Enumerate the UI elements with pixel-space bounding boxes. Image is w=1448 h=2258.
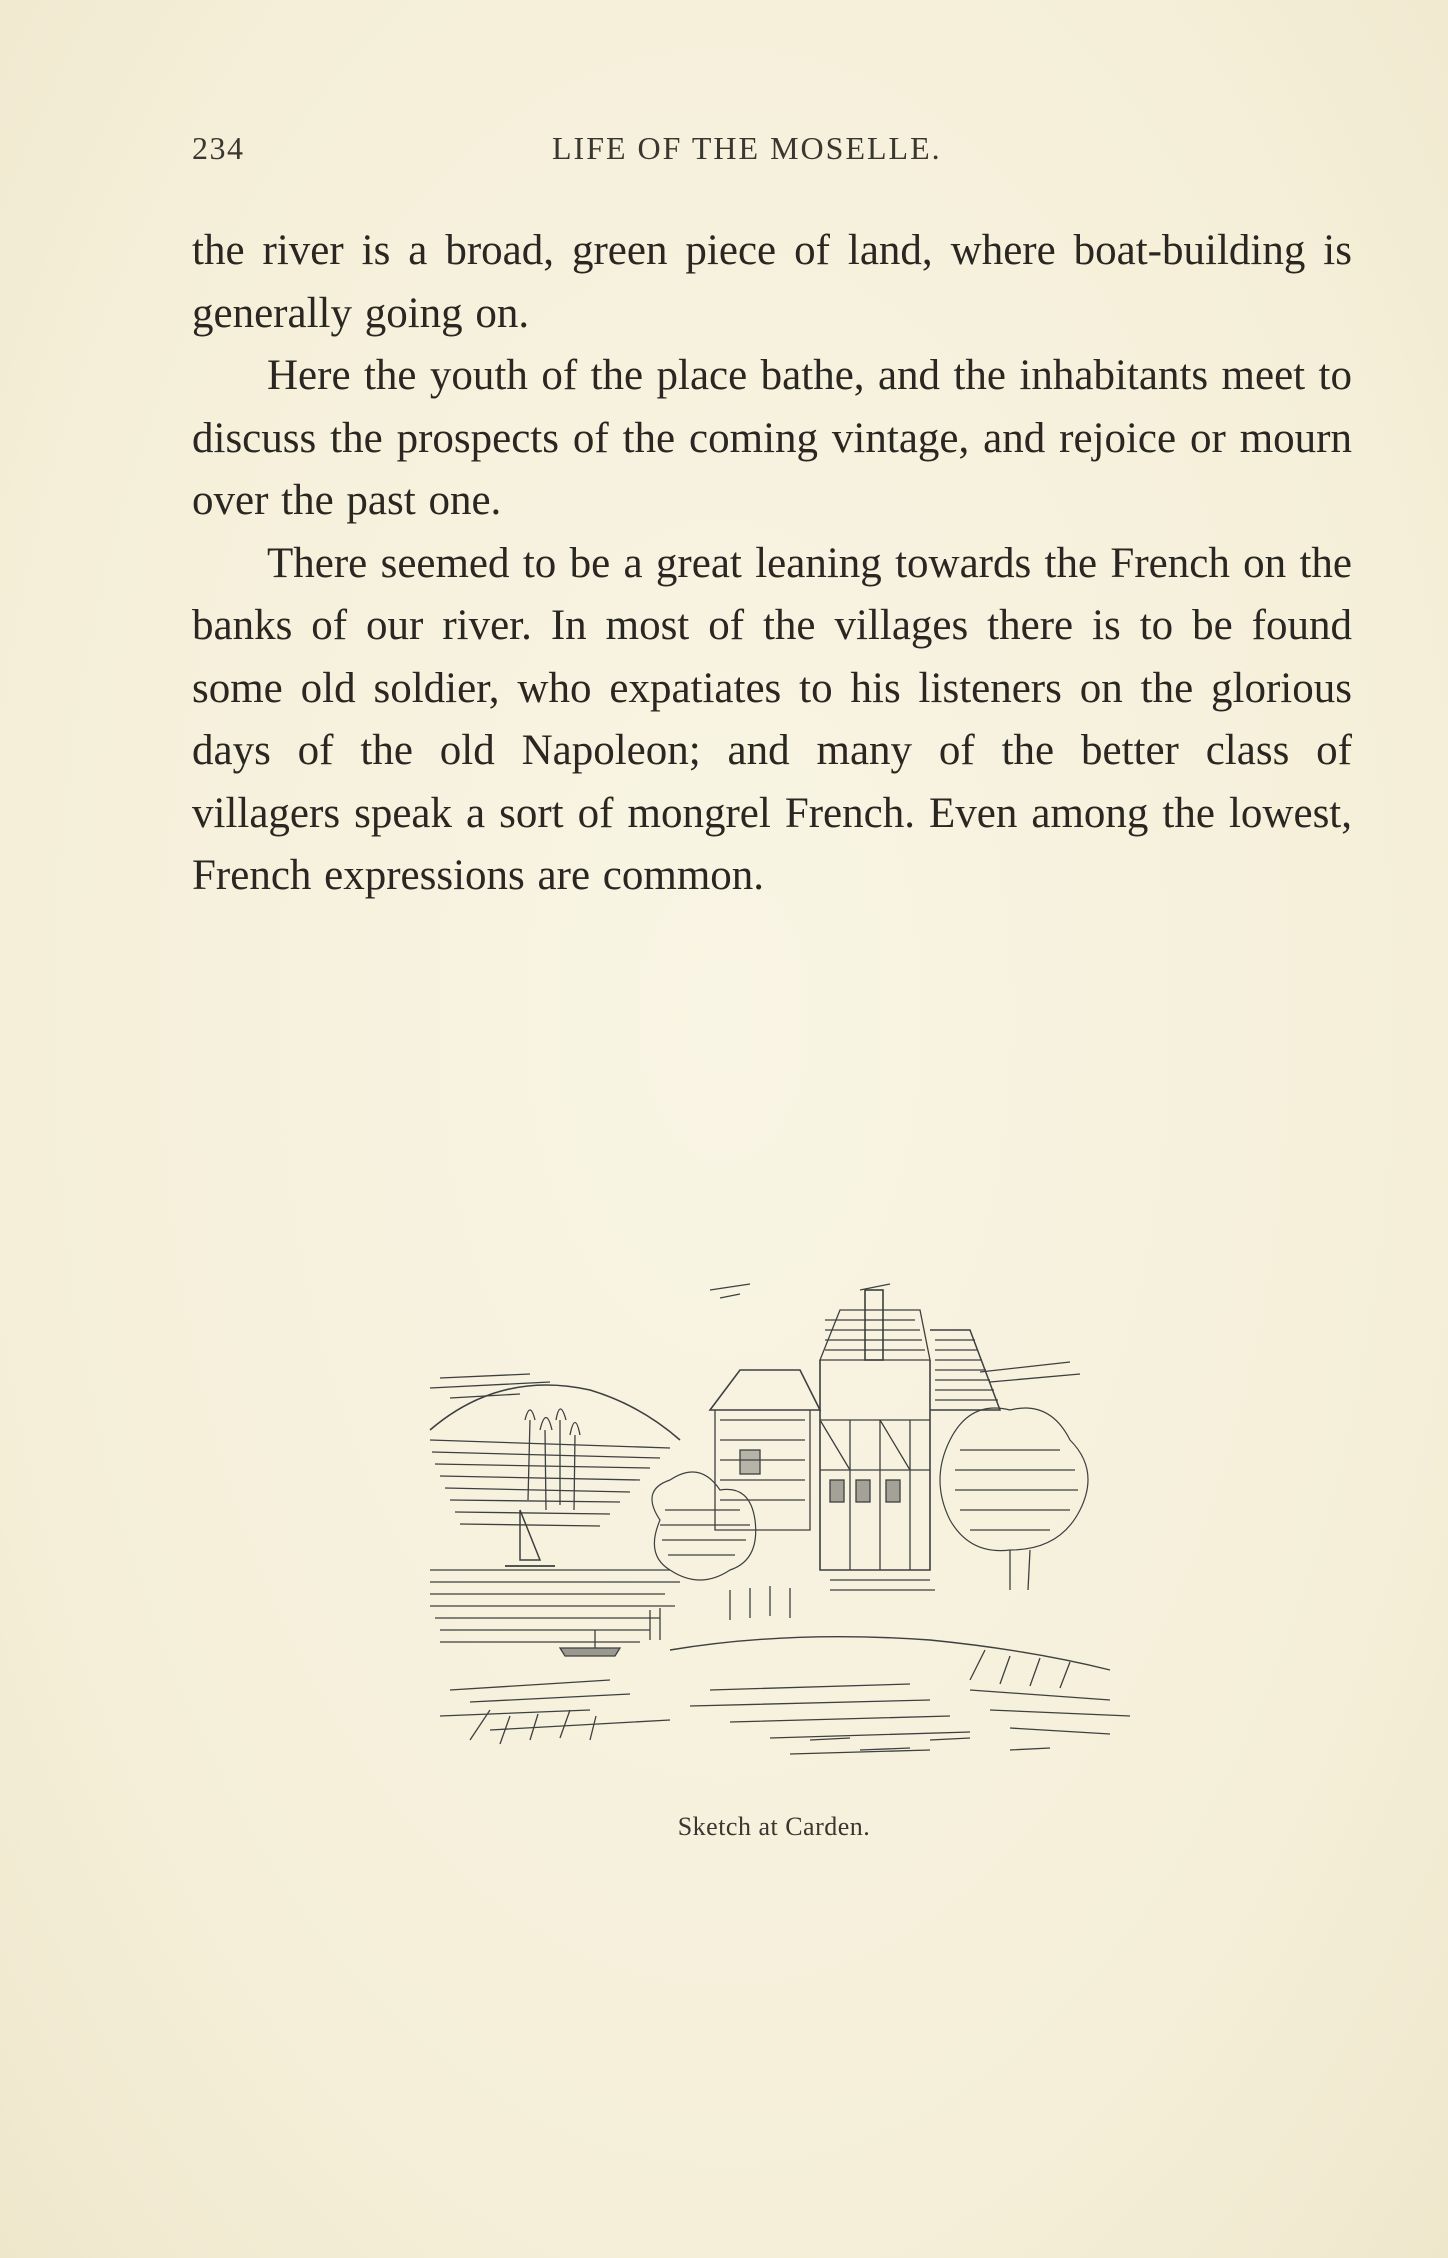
page-number: 234	[192, 130, 245, 166]
paragraph-french-leaning: There seemed to be a great leaning towards the French on the banks of our river. In most of the villages there is to be found some old soldier, who expatiates to his listeners on the glorious days of the old Napoleon; and many of the better class of villagers speak a sort of mongrel French. Even among the lowest, French expressions are common.	[192, 539, 1352, 899]
running-title: LIFE OF THE MOSELLE.	[552, 130, 942, 166]
paragraph-youth-bathe: Here the youth of the place bathe, and the inhabitants meet to discuss the prospects of the coming vintage, and rejoice or mourn over the past one.	[192, 352, 1352, 524]
running-head	[192, 130, 1352, 170]
engraving-illustration	[410, 1270, 1150, 1790]
figure-caption: Sketch at Carden.	[677, 1812, 871, 1841]
paragraph-continuation: the river is a broad, green piece of land, where boat-building is generally going on.	[192, 227, 1352, 337]
body-text	[192, 220, 1352, 908]
